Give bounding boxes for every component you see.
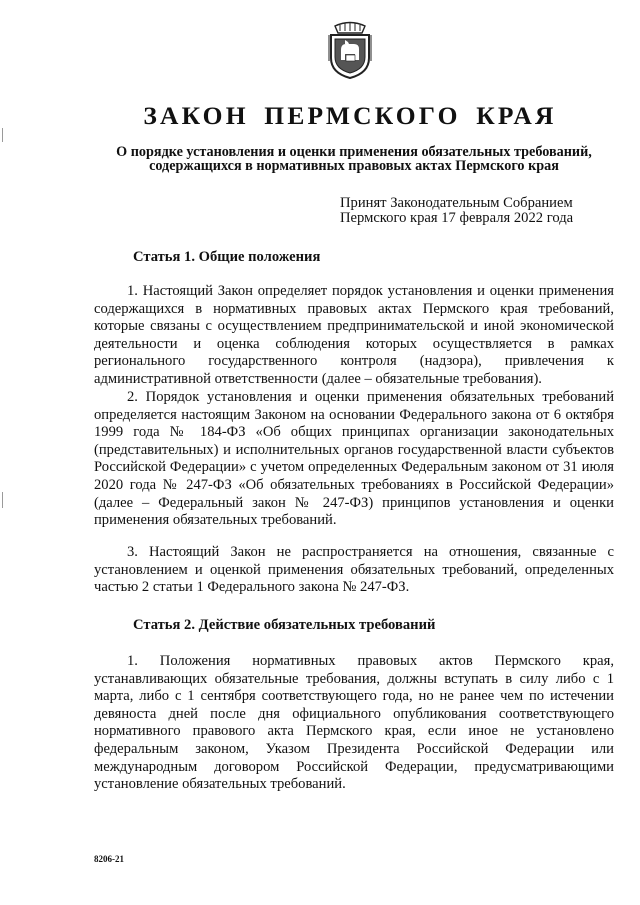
scan-edge-mark: [2, 128, 3, 142]
subtitle-line-2: содержащихся в нормативных правовых актах Пермского края: [149, 158, 559, 174]
adoption-line-1: Принят Законодательным Собранием: [340, 195, 573, 211]
adoption-note: [340, 196, 620, 225]
article-2-paragraph-1: [94, 653, 614, 794]
perm-krai-coat-of-arms-icon: [326, 20, 374, 80]
document-code: 8206-21: [94, 854, 124, 864]
article-1-paragraph-3: [94, 544, 614, 597]
paragraph-text: 3. Настоящий Закон не распространяется на отношения, связанные с установлением и оценкой применения обязательных требований, определенных частью 2 статьи 1 Федерального закона № 247-ФЗ.: [94, 544, 614, 596]
article-2-heading: Статья 2. Действие обязательных требований: [133, 617, 436, 633]
paragraph-text: 2. Порядок установления и оценки применения обязательных требований определяется настоящим Законом на основании Федерального закона от 6 октября 1999 года № 184-ФЗ «Об общих принципах организации законодательных (представительных) и исполнительных органов государственной власти субъектов Российской Федерации» с учетом определенных Федеральным законом от 31 июля 2020 года № 247-ФЗ «Об обязательных требованиях в Российской Федерации» (далее – Федеральный закон № 247-ФЗ) принципов установления и оценки применения обязательных требований.: [94, 389, 614, 529]
law-subtitle: [94, 145, 614, 173]
scan-edge-mark: [2, 492, 3, 508]
adoption-line-2: Пермского края 17 февраля 2022 года: [340, 209, 574, 226]
article-1-paragraph-2: [94, 389, 614, 530]
law-title: ЗАКОН ПЕРМСКОГО КРАЯ: [143, 101, 557, 130]
subtitle-line-1: О порядке установления и оценки применения обязательных требований,: [116, 144, 592, 160]
paragraph-text: 1. Положения нормативных правовых актов Пермского края, устанавливающих обязательные требования, должны вступать в силу либо с 1 марта, либо с 1 сентября соответствующего года, но не ранее чем по истечении девяноста дней после дня официального опубликования соответствующего нормативного правового акта Пермского края, если иное не установлено федеральным законом, Указом Президента Российской Федерации или международным договором Российской Федерации, предусматривающими установление обязательных требований.: [94, 653, 614, 793]
article-1-heading: Статья 1. Общие положения: [133, 249, 321, 265]
paragraph-text: 1. Настоящий Закон определяет порядок установления и оценки применения содержащихся в нормативных правовых актах Пермского края требований, которые связаны с осуществлением предпринимательской и иной экономической деятельности и оценка соблюдения которых осуществляется в рамках регионального государственного контроля (надзора), привлечения к административной ответственности (далее – обязательные требования).: [94, 283, 614, 387]
article-1-paragraph-1: [94, 283, 614, 389]
